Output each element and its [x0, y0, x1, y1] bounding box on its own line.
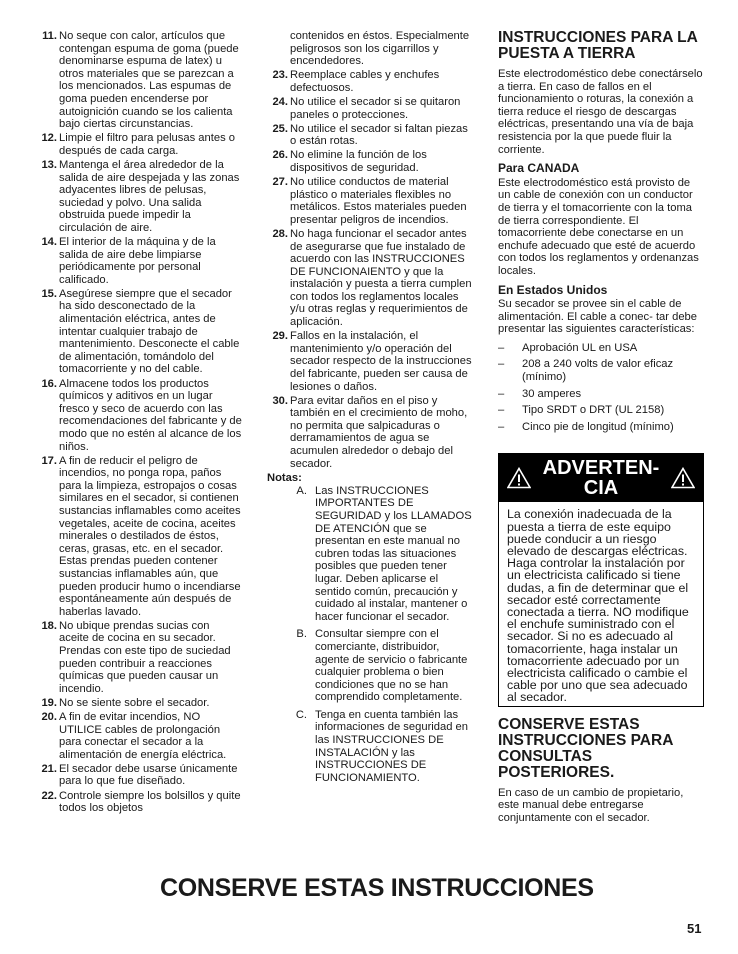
list-item: [267, 149, 473, 174]
item-text: Controle siempre los bolsillos y quite todos los objetos: [59, 789, 241, 815]
item-text: No utilice conductos de material plástico o materiales flexibles no metálicos. Estos materiales pueden presentar peligros de incendios.: [290, 176, 467, 226]
item-number: 20.: [41, 710, 57, 723]
item-text: No seque con calor, artículos que contengan espuma de goma (puede denominarse espuma de latex) u otros materiales que se parezcan a los mencionados. Las espumas de goma pueden encenderse por autoignición cuando se los calienta bajo ciertas circunstancias.: [59, 30, 239, 131]
list-item: [36, 620, 242, 696]
item-text: No se siente sobre el secador.: [59, 696, 210, 709]
note-text: Las INSTRUCCIONES IMPORTANTES DE SEGURIDAD y los LLAMADOS DE ATENCIÓN que se presentan en este manual no cubren todas las situaciones posibles que pueden tener lugar. Deben aplicarse el sentido común, precaución y cuidado al instalar, mantener o hacer funcionar el secador.: [315, 484, 472, 623]
note-text: Tenga en cuenta también las informaciones de seguridad en las INSTRUCCIONES DE INSTALACIÓN y las INSTRUCCIONES DE FUNCIONAMIENTO.: [315, 708, 468, 784]
usa-subheading: En Estados Unidos: [498, 282, 608, 297]
item-number: 27.: [272, 176, 288, 189]
notes-list: [267, 485, 473, 785]
item-number: 16.: [41, 377, 57, 390]
list-item: [267, 96, 473, 121]
list-item: [267, 395, 473, 471]
item-number: 22.: [41, 789, 57, 802]
list-item: [36, 30, 242, 131]
list-item: [267, 228, 473, 329]
list-item: [267, 176, 473, 226]
warning-text: La conexión inadecuada de la puesta a tierra de este equipo puede conducir a un riesgo elevado de descargas eléctricas. Haga controlar la instalación por un electricista calificado si tiene dudas, a fin de determinar que el secador esté correctamente conectada a tierra. NO modifique el enchufe suministrado con el secador. Si no es adecuado al tomacorriente, haga instalar un tomacorriente adecuado por un electricista calificado o cambie el cable por uno que sea adecuado al secador.: [507, 507, 689, 705]
item-text: No elimine la función de los dispositivos de seguridad.: [290, 149, 427, 174]
item-number: 24.: [272, 95, 288, 108]
notes-title: Notas:: [267, 472, 302, 485]
list-item: [36, 378, 242, 454]
item-number: 19.: [41, 696, 57, 709]
note-item: [267, 628, 473, 704]
note-letter: A.: [296, 484, 307, 497]
list-item: [36, 236, 242, 286]
list-item: [36, 711, 242, 761]
item-text: No ubique prendas sucias con aceite de cocina en su secador. Prendas con este tipo de suciedad pueden contribuir a reacciones químicas que pueden causar un incendio.: [59, 619, 231, 695]
note-item: [267, 485, 473, 624]
item-number: 30.: [272, 394, 288, 407]
dash-bullet: –: [498, 341, 505, 354]
ownership-paragraph: En caso de un cambio de propietario, este manual debe entregarse conjuntamente con el secador.: [498, 786, 684, 824]
requirement-text: 30 amperes: [522, 387, 582, 400]
item-number: 18.: [41, 619, 57, 632]
dash-bullet: –: [498, 404, 505, 417]
canada-paragraph: Este electrodoméstico está provisto de un cable de conexión con un conductor de tierra y el tomacorriente con la toma de tierra correspondiente. El tomacorriente debe conectarse en un enchufe adecuado que esté de acuerdo con todos los reglamentos y ordenanzas locales.: [498, 176, 699, 277]
item-text: Fallos en la instalación, el mantenimiento y/o operación del secador respecto de la instrucciones del fabricante, pueden ser causa de lesiones o daños.: [290, 330, 472, 393]
item-number: 29.: [272, 330, 288, 343]
item-number: 11.: [42, 30, 57, 42]
warning-title: ADVERTEN- CIA: [542, 457, 660, 500]
item-text: Para evitar daños en el piso y también en el crecimiento de moho, no permita que salpicaduras o derramamientos de agua se acumulen alrededor o debajo del secador.: [290, 394, 468, 470]
warning-triangle-icon: [671, 467, 695, 489]
item-text: Asegúrese siempre que el secador ha sido desconectado de la alimentación eléctrica, antes de intentar cualquier trabajo de mantenimiento. Desconecte el cable de alimentación, tomándolo del tomacorriente y no del cable.: [59, 287, 240, 376]
requirement-item: [498, 404, 704, 417]
keep-instructions-heading: CONSERVE ESTAS INSTRUCCIONES PARA CONSULTAS POSTERIORES.: [498, 715, 673, 781]
note-item: [267, 709, 473, 785]
item-number: 15.: [41, 287, 57, 300]
list-item: [267, 330, 473, 393]
grounding-heading: INSTRUCCIONES PARA LA PUESTA A TIERRA: [498, 29, 698, 62]
list-item: [36, 288, 242, 376]
usa-paragraph: Su secador se provee sin el cable de alimentación. El cable a conec- tar debe presentar las siguientes características:: [498, 298, 698, 336]
list-item: [267, 123, 473, 148]
item-text: No utilice el secador si se quitaron paneles o protecciones.: [290, 95, 461, 121]
note-letter: C.: [295, 708, 307, 721]
requirement-item: [498, 421, 704, 434]
list-item: [36, 455, 242, 619]
item-number: 17.: [41, 454, 57, 467]
item-number: 12.: [41, 132, 57, 145]
item-number: 23.: [272, 69, 288, 82]
item-text: El interior de la máquina y de la salida de aire debe limpiarse periódicamente por personal calificado.: [59, 236, 216, 286]
cable-requirements-list: [498, 342, 704, 434]
requirement-text: Cinco pie de longitud (mínimo): [522, 420, 674, 433]
item-text: El secador debe usarse únicamente para lo que fue diseñado.: [59, 762, 238, 788]
list-item: [36, 132, 242, 157]
list-item: [36, 763, 242, 788]
right-column: [498, 30, 704, 830]
requirement-item: [498, 358, 704, 383]
requirement-text: Tipo SRDT o DRT (UL 2158): [522, 404, 665, 417]
warning-box: [498, 453, 704, 706]
warning-triangle-icon: [507, 467, 531, 489]
item-number: 25.: [272, 122, 288, 135]
grounding-paragraph: Este electrodoméstico debe conectárselo a tierra. En caso de fallos en el funcionamiento o roturas, la conexión a tierra reduce el riesgo de descargas eléctricas, presentando una vía de baja resistencia por la que puede fluir la corriente.: [498, 68, 703, 156]
dash-bullet: –: [498, 387, 505, 400]
item-number: 21.: [41, 762, 57, 775]
requirement-item: [498, 342, 704, 355]
item-number: 14.: [41, 236, 57, 248]
item-text: Limpie el filtro para pelusas antes o después de cada carga.: [59, 132, 235, 157]
item-22-continuation: contenidos en éstos. Especialmente peligrosos son los cigarrillos y encendedores.: [290, 30, 470, 68]
page-number: 51: [687, 921, 702, 936]
warning-header: [499, 454, 703, 502]
requirement-text: 208 a 240 volts de valor eficaz (mínimo): [522, 358, 674, 384]
item-text: Mantenga el área alrededor de la salida de aire despejada y las zonas adyacentes libres de pelusas, suciedad y polvo. Una salida obstruida puede impedir la circulación de aire.: [59, 158, 240, 234]
middle-column: [267, 30, 473, 789]
note-text: Consultar siempre con el comerciante, distribuidor, agente de servicio o fabricante cualquier problema o bien condiciones que no se han comprendido completamente.: [315, 628, 468, 704]
item-number: 13.: [41, 158, 57, 171]
item-text: No haga funcionar el secador antes de asegurarse que fue instalado de acuerdo con las INSTRUCCIONES DE FUNCIONAIENTO y que la instalación y puesta a tierra cumplen con todos los reglamentos locales y/u otras reglas y requerimientos de aplicación.: [290, 227, 472, 329]
list-item: [267, 69, 473, 94]
list-item: [36, 790, 242, 815]
requirement-text: Aprobación UL en USA: [522, 341, 638, 354]
dash-bullet: –: [498, 358, 505, 371]
item-text: A fin de evitar incendios, NO UTILICE cables de prolongación para conectar el secador a la alimentación de energía eléctrica.: [59, 710, 227, 761]
dash-bullet: –: [498, 420, 505, 433]
bottom-title: CONSERVE ESTAS INSTRUCCIONES: [160, 874, 594, 902]
item-text: A fin de reducir el peligro de incendios, no ponga ropa, paños para la limpieza, estropajos o cosas similares en el secador, si contienen sustancias inflamables como aceites vegetales, aceite de cocina, aceites minerales o destilados de éstos, ceras, grasas, etc. en el secador. Estas prendas pueden contener sustancias inflamables aún, que pueden producir humo o incendiarse espontáneamente aún después de haberlas lavado.: [59, 454, 241, 618]
canada-subheading: Para CANADA: [498, 161, 580, 176]
item-number: 28.: [272, 227, 288, 240]
item-text: No utilice el secador si faltan piezas o están rotas.: [290, 122, 468, 148]
requirement-item: [498, 388, 704, 401]
left-column: [36, 30, 242, 816]
item-text: Reemplace cables y enchufes defectuosos.: [290, 69, 440, 94]
item-text: Almacene todos los productos químicos y aditivos en un lugar fresco y seco de acuerdo con las recomendaciones del fabricante y de modo que no estén al alcance de los niños.: [59, 377, 242, 453]
list-item: [36, 697, 242, 710]
list-item: [36, 159, 242, 235]
safety-items-list: [267, 69, 473, 470]
note-letter: B.: [296, 628, 307, 641]
item-number: 26.: [272, 149, 288, 162]
